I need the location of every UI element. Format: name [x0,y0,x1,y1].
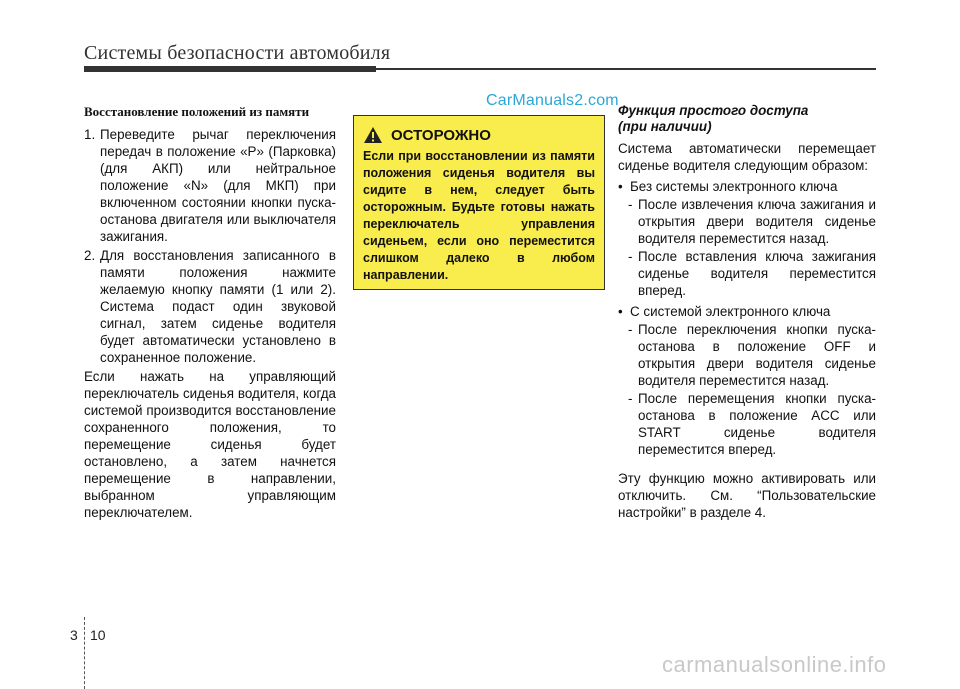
dash-mark: - [628,197,633,212]
list-item [84,126,336,245]
warning-text: Если при восстановлении из памяти положения сиденья водителя вы сидите в нем, следует быть осторожным. Будьте готовы нажать переключатель управления сиденьем, если оно переместится слишком далеко в любом направлении. [363,149,595,282]
dash-item [618,196,876,247]
easy-access-heading-line2: (при наличии) [618,119,712,134]
dash-mark: - [628,391,633,406]
list-item-number: 2. [84,248,96,263]
dash-item-text: После извлечения ключа зажигания и открытия двери водителя сиденье водителя переместится назад. [638,197,876,246]
dash-item [618,248,876,299]
section-title: Системы безопасности автомобиля [84,42,391,64]
list-item-text: Переведите рычаг переключения передач в положение «P» (Парковка) (для АКП) или нейтральное положение «N» (для МКП) при включенном состоянии кнопки пуска-останова двигателя или выключателя зажигания. [100,127,336,244]
easy-access-footer: Эту функцию можно активировать или отключить. См. “Пользовательские настройки” в разделе 4. [618,471,876,520]
list-item-text: Для восстановления записанного в памяти положения нажмите желаемую кнопку памяти (1 или 2). Система подаст один звуковой сигнал, затем сиденье водителя будет автоматически установлено в сохраненное положение. [100,248,336,365]
left-column [84,103,336,521]
bullet-mark: • [618,304,623,319]
header-rule-thin [376,68,876,70]
chapter-number: 3 [70,627,78,643]
easy-access-heading-line1: Функция простого доступа [618,103,809,118]
bullet-item [618,303,876,320]
bullet-text: Без системы электронного ключа [630,179,838,194]
dash-item-text: После перемещения кнопки пуска-останова в положение ACC или START сиденье водителя переместится вперед. [638,391,876,457]
bullet-mark: • [618,179,623,194]
page-number: 10 [90,627,106,643]
easy-access-intro: Система автоматически перемещает сиденье водителя следующим образом: [618,141,876,173]
dash-item-text: После вставления ключа зажигания сиденье водителя переместится вперед. [638,249,876,298]
right-column [618,103,876,521]
memory-restore-paragraph: Если нажать на управляющий переключатель сиденья водителя, когда системой производится восстановление сохраненного положения, то перемещение сиденья будет остановлено, а затем начнется перемещение в направлении, выбранном управляющим переключателем. [84,369,336,520]
memory-restore-heading: Восстановление положений из памяти [84,104,310,119]
dash-item [618,321,876,389]
watermark-bottom: carmanualsonline.info [662,652,887,677]
dash-item [618,390,876,458]
dash-mark: - [628,322,633,337]
warning-triangle-icon [363,126,383,144]
list-item [84,247,336,366]
dash-mark: - [628,249,633,264]
warning-header [363,126,595,144]
easy-access-heading [618,103,876,135]
bullet-item [618,178,876,195]
page-divider [84,617,86,689]
warning-title: ОСТОРОЖНО [391,126,491,144]
dash-item-text: После переключения кнопки пуска-останова в положение OFF и открытия двери водителя сиденье водителя переместится назад. [638,322,876,388]
list-item-number: 1. [84,127,96,142]
header-rule-thick [84,66,376,72]
watermark-top: CarManuals2.com [486,92,619,109]
bullet-text: С системой электронного ключа [630,304,831,319]
warning-box [353,115,605,290]
